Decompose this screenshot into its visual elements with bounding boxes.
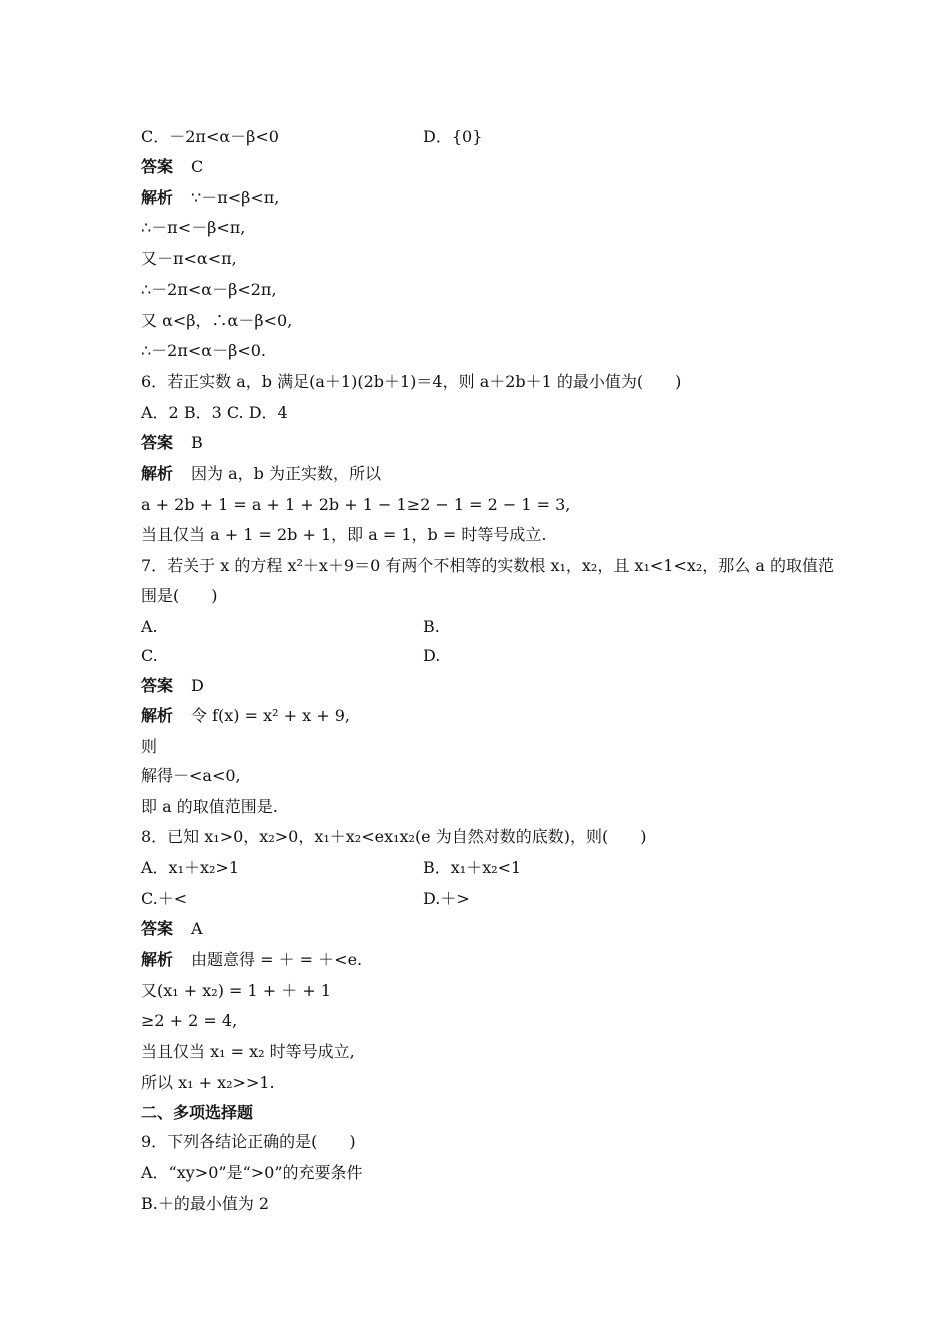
text-line: 当且仅当 a + 1 = 2b + 1，即 a = 1，b = 时等号成立. — [141, 525, 547, 544]
answer-value: C — [191, 157, 204, 176]
option-d-q8: D.＋> — [423, 889, 470, 908]
answer-line-q7 — [141, 676, 204, 696]
analysis-text: ∵－π<β<π, — [191, 188, 280, 207]
analysis-text: 因为 a，b 为正实数，所以 — [191, 464, 381, 483]
option-d-q7: D. — [423, 646, 441, 665]
answer-line-q5 — [141, 157, 203, 177]
text-line: 又 α<β，∴α－β<0, — [141, 311, 293, 330]
answer-label: 答案 — [141, 433, 174, 452]
text-line: 又(x₁ + x₂) = 1 + ＋ + 1 — [141, 981, 332, 1000]
option-c-q7: C. — [141, 646, 158, 665]
option-b-q7: B. — [423, 617, 440, 636]
text-line: ∴－2π<α－β<2π, — [141, 280, 277, 299]
answer-label: 答案 — [141, 919, 174, 938]
option-c-q8: C.＋< — [141, 889, 188, 908]
text-line: 当且仅当 x₁ = x₂ 时等号成立, — [141, 1042, 355, 1061]
option-a-q7: A. — [141, 617, 158, 636]
answer-label: 答案 — [141, 676, 174, 695]
answer-value: B — [191, 433, 203, 452]
question-9: 9．下列各结论正确的是( ) — [141, 1132, 356, 1151]
question-6: 6．若正实数 a，b 满足(a＋1)(2b＋1)＝4，则 a＋2b＋1 的最小值为( ) — [141, 372, 682, 391]
analysis-label: 解析 — [141, 464, 174, 483]
option-a-q9: A．“xy>0”是“>0”的充要条件 — [141, 1163, 363, 1182]
answer-value: A — [191, 919, 203, 938]
text-line: 即 a 的取值范围是. — [141, 797, 278, 816]
analysis-label: 解析 — [141, 188, 174, 207]
analysis-line-q7 — [141, 706, 350, 726]
analysis-line-q5 — [141, 188, 279, 208]
option-b-q9: B.＋的最小值为 2 — [141, 1194, 270, 1213]
answer-label: 答案 — [141, 157, 174, 176]
text-line: 所以 x₁ + x₂>>1. — [141, 1073, 275, 1092]
question-8: 8．已知 x₁>0，x₂>0，x₁＋x₂<ex₁x₂(e 为自然对数的底数)，则( ) — [141, 827, 647, 846]
text-line: ∴－π<－β<π, — [141, 218, 246, 237]
text-line: ≥2 + 2 = 4, — [141, 1011, 238, 1030]
analysis-text: 由题意得 = ＋ = ＋<e. — [191, 950, 363, 969]
text-line: 又－π<α<π, — [141, 249, 237, 268]
text-line: a + 2b + 1 = a + 1 + 2b + 1 − 1≥2 − 1 = 2 − 1 = 3, — [141, 495, 571, 514]
analysis-line-q8 — [141, 950, 362, 970]
option-d-q5: D．{0} — [423, 127, 483, 146]
option-a-q8: A．x₁＋x₂>1 — [141, 858, 240, 877]
question-7: 7．若关于 x 的方程 x²＋x＋9＝0 有两个不相等的实数根 x₁，x₂，且 x₁<1<x₂，那么 a 的取值范 — [141, 556, 834, 575]
answer-value: D — [191, 676, 204, 695]
text-line: 解得－<a<0, — [141, 766, 241, 785]
option-c-q5: C．－2π<α－β<0 — [141, 127, 279, 146]
answer-line-q6 — [141, 433, 203, 453]
question-7-cont: 围是( ) — [141, 586, 218, 605]
options-q6: A．2 B．3 C. D．4 — [141, 403, 288, 422]
analysis-label: 解析 — [141, 950, 174, 969]
text-line: 则 — [141, 737, 158, 756]
analysis-line-q6 — [141, 464, 381, 484]
section-heading: 二、多项选择题 — [141, 1103, 254, 1122]
text-line: ∴－2π<α－β<0. — [141, 341, 267, 360]
answer-line-q8 — [141, 919, 203, 939]
analysis-text: 令 f(x) = x² + x + 9, — [191, 706, 350, 725]
analysis-label: 解析 — [141, 706, 174, 725]
option-b-q8: B．x₁＋x₂<1 — [423, 858, 522, 877]
